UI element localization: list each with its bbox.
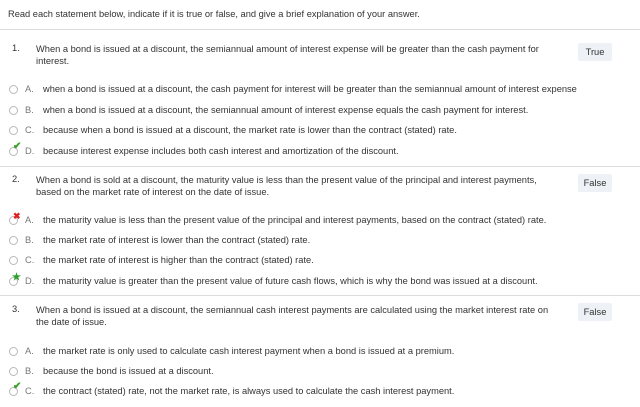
radio-button[interactable] xyxy=(9,85,18,94)
question-number: 3. xyxy=(12,304,20,314)
question-number: 2. xyxy=(12,174,20,184)
option-text: the contract (stated) rate, not the market rate, is always used to calculate the cash interest payment. xyxy=(43,386,455,396)
answer-badge: False xyxy=(578,174,612,192)
question-number: 1. xyxy=(12,43,20,53)
question-text: When a bond is issued at a discount, the semiannual cash interest payments are calculated using the market interest rate on the date of issue. xyxy=(36,305,549,327)
option-text: the market rate of interest is lower than the contract (stated) rate. xyxy=(43,235,311,245)
option-letter: B. xyxy=(25,235,34,245)
divider xyxy=(0,29,640,30)
option-letter: C. xyxy=(25,125,35,135)
option-text: because interest expense includes both cash interest and amortization of the discount. xyxy=(43,146,399,156)
option-letter: C. xyxy=(25,386,35,396)
divider xyxy=(0,166,640,167)
option-a[interactable] xyxy=(9,84,640,98)
radio-button[interactable] xyxy=(9,256,18,265)
option-text: when a bond is issued at a discount, the semiannual amount of interest expense equals the cash payment for interest. xyxy=(43,105,529,115)
question-text: When a bond is sold at a discount, the maturity value is less than the present value of the principal and interest payments, based on the market rate of interest on the date of issue. xyxy=(36,175,537,197)
option-text: because when a bond is issued at a discount, the market rate is lower than the contract (stated) rate. xyxy=(43,125,457,135)
radio-button[interactable] xyxy=(9,367,18,376)
check-icon: ✔ xyxy=(13,381,22,392)
answer-badge: True xyxy=(578,43,612,61)
cross-icon: ✖ xyxy=(13,211,21,221)
option-letter: D. xyxy=(25,146,35,156)
radio-button[interactable] xyxy=(9,347,18,356)
option-letter: D. xyxy=(25,276,35,286)
answer-badge: False xyxy=(578,303,612,321)
radio-button[interactable] xyxy=(9,106,18,115)
option-text: the maturity value is less than the present value of the principal and interest payments, based on the contract (stated) rate. xyxy=(43,215,547,225)
option-letter: A. xyxy=(25,346,34,356)
option-letter: B. xyxy=(25,366,34,376)
option-letter: C. xyxy=(25,255,35,265)
star-icon: ★ xyxy=(12,272,21,283)
option-letter: B. xyxy=(25,105,34,115)
divider xyxy=(0,295,640,296)
option-text: the market rate of interest is higher than the contract (stated) rate. xyxy=(43,255,314,265)
check-icon: ✔ xyxy=(13,141,22,152)
radio-button[interactable] xyxy=(9,236,18,245)
option-text: the market rate is only used to calculate cash interest payment when a bond is issued at a premium. xyxy=(43,346,455,356)
question-text: When a bond is issued at a discount, the semiannual amount of interest expense will be greater than the cash payment for interest. xyxy=(36,44,539,66)
radio-button[interactable] xyxy=(9,126,18,135)
instruction-text: Read each statement below, indicate if it is true or false, and give a brief explanation of your answer. xyxy=(8,9,420,19)
option-text: the maturity value is greater than the present value of future cash flows, which is why the bond was issued at a discount. xyxy=(43,276,538,286)
option-text: because the bond is issued at a discount. xyxy=(43,366,214,376)
option-letter: A. xyxy=(25,84,34,94)
option-letter: A. xyxy=(25,215,34,225)
option-text: when a bond is issued at a discount, the cash payment for interest will be greater than the semiannual amount of interest expense xyxy=(43,84,577,94)
